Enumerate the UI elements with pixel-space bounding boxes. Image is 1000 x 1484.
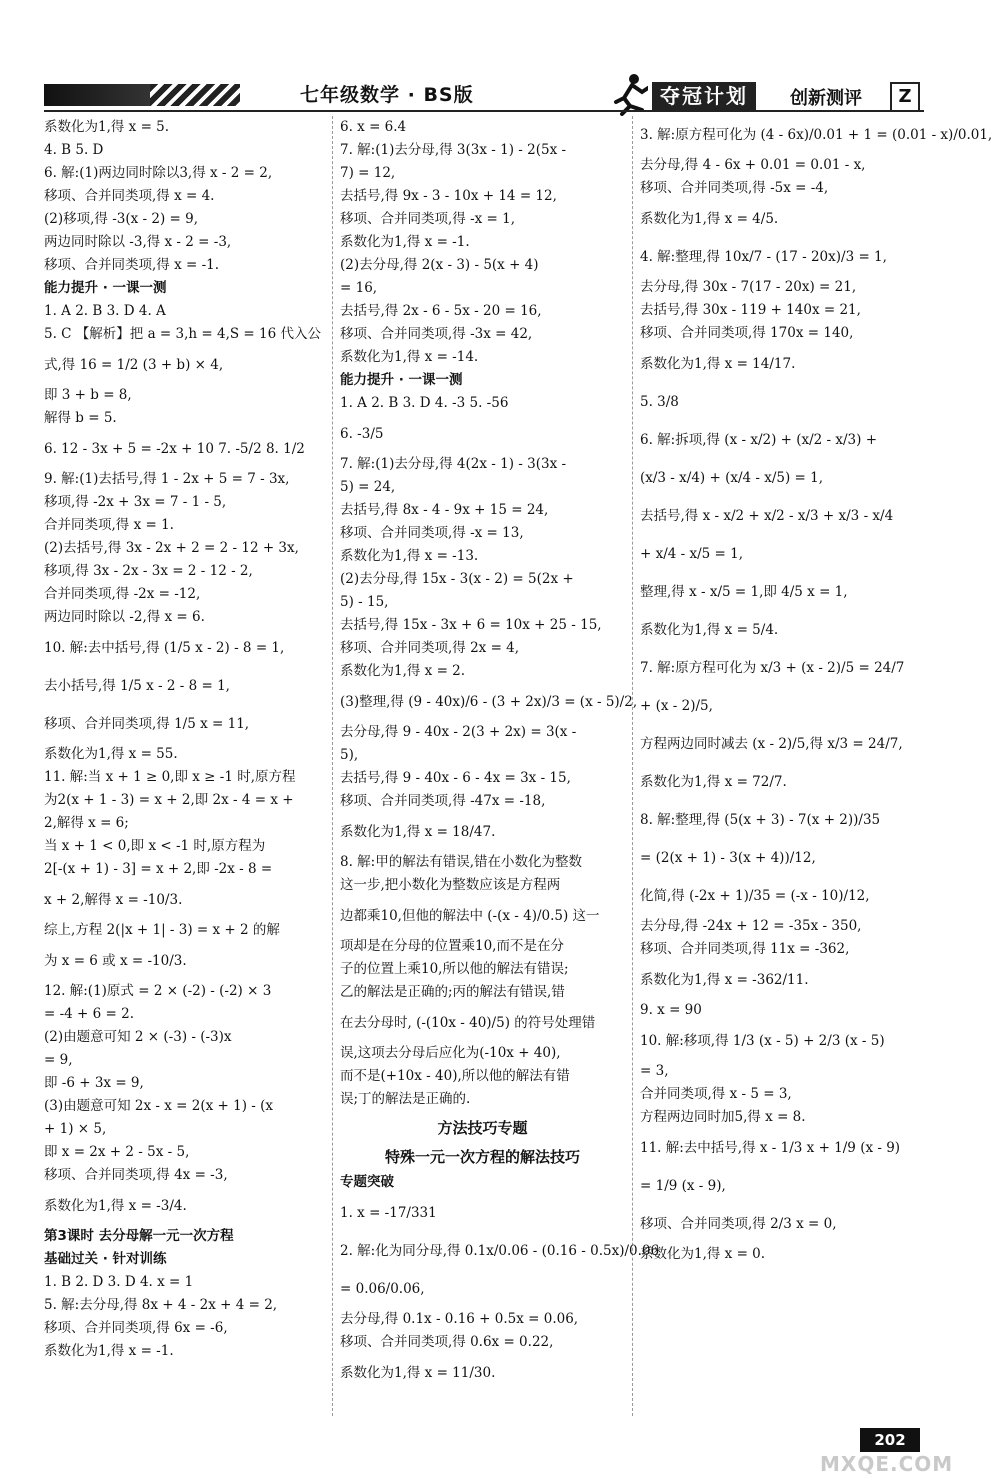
- answer-line: 去分母,得 0.1x - 0.16 + 0.5x = 0.06,: [340, 1311, 579, 1327]
- answer-line: 系数化为1,得 x = -3/4.: [44, 1198, 187, 1214]
- answer-line: 7. 解:(1)去分母,得 3(3x - 1) - 2(5x -: [340, 142, 567, 158]
- answer-line: 移项、合并同类项,得 11x = -362,: [640, 941, 850, 957]
- answer-line: 两边同时除以 -3,得 x - 2 = -3,: [44, 234, 232, 250]
- answer-line: 移项、合并同类项,得 2/3 x = 0,: [640, 1216, 837, 1232]
- answer-line: (2)去分母,得 15x - 3(x - 2) = 5(2x +: [340, 571, 574, 587]
- answer-line: 7) = 12,: [340, 165, 396, 181]
- answer-line: = 3,: [640, 1063, 669, 1079]
- answer-column-3: [640, 116, 993, 1266]
- answer-line: 去括号,得 9x - 3 - 10x + 14 = 12,: [340, 188, 557, 204]
- answer-line: 去分母,得 4 - 6x + 0.01 = 0.01 - x,: [640, 157, 866, 173]
- answer-line: (2)移项,得 -3(x - 2) = 9,: [44, 211, 199, 227]
- column-divider: [332, 116, 334, 1416]
- answer-line: = -4 + 6 = 2.: [44, 1006, 135, 1022]
- answer-line: 移项、合并同类项,得 4x = -3,: [44, 1167, 228, 1183]
- answer-line: = 0.06/0.06,: [340, 1281, 425, 1297]
- answer-line: 10. 解:移项,得 1/3 (x - 5) + 2/3 (x - 5): [640, 1033, 885, 1049]
- answer-line: 4. 解:整理,得 10x/7 - (17 - 20x)/3 = 1,: [640, 249, 887, 265]
- answer-line: 方程两边同时加5,得 x = 8.: [640, 1109, 806, 1125]
- answer-line: (2)去括号,得 3x - 2x + 2 = 2 - 12 + 3x,: [44, 540, 299, 556]
- answer-line: 误,这项去分母后应化为(-10x + 40),: [340, 1045, 561, 1061]
- answer-line: (2)由题意可知 2 × (-3) - (-3)x: [44, 1029, 232, 1045]
- answer-line: 移项、合并同类项,得 -47x = -18,: [340, 793, 546, 809]
- answer-line: 去括号,得 9 - 40x - 6 - 4x = 3x - 15,: [340, 770, 571, 786]
- answer-line: 去括号,得 x - x/2 + x/2 - x/3 + x/3 - x/4: [640, 508, 894, 524]
- answer-line: 即 3 + b = 8,: [44, 387, 132, 403]
- answer-line: 为 x = 6 或 x = -10/3.: [44, 953, 187, 969]
- answer-line: 1. A 2. B 3. D 4. A: [44, 303, 166, 319]
- answer-line: 系数化为1,得 x = 14/17.: [640, 356, 796, 372]
- answer-line: x + 2,解得 x = -10/3.: [44, 892, 183, 908]
- answer-line: 4. B 5. D: [44, 142, 104, 158]
- answer-line: 移项,得 3x - 2x - 3x = 2 - 12 - 2,: [44, 563, 253, 579]
- answer-line: 去括号,得 2x - 6 - 5x - 20 = 16,: [340, 303, 542, 319]
- answer-line: 去小括号,得 1/5 x - 2 - 8 = 1,: [44, 678, 230, 694]
- answer-line: 移项、合并同类项,得 x = 4.: [44, 188, 215, 204]
- answer-line: + 1) × 5,: [44, 1121, 107, 1137]
- answer-line: + x/4 - x/5 = 1,: [640, 546, 744, 562]
- answer-line: 综上,方程 2(|x + 1| - 3) = x + 2 的解: [44, 922, 280, 938]
- answer-line: 7. 解:(1)去分母,得 4(2x - 1) - 3(3x -: [340, 456, 567, 472]
- answer-line: 系数化为1,得 x = 11/30.: [340, 1365, 496, 1381]
- header-rule: [44, 110, 924, 112]
- answer-line: 系数化为1,得 x = 2.: [340, 663, 466, 679]
- answer-line: = 9,: [44, 1052, 73, 1068]
- answer-line: 系数化为1,得 x = 5.: [44, 119, 170, 135]
- answer-line: 2,解得 x = 6;: [44, 815, 129, 831]
- answer-line: 特殊一元一次方程的解法技巧: [384, 1148, 580, 1166]
- answer-line: 8. 解:甲的解法有错误,错在小数化为整数: [340, 854, 583, 870]
- answer-line: 5. 解:去分母,得 8x + 4 - 2x + 4 = 2,: [44, 1297, 278, 1313]
- answer-line: 能力提升 · 一课一测: [44, 280, 167, 296]
- answer-line: 去分母,得 -24x + 12 = -35x - 350,: [640, 918, 862, 934]
- answer-line: 合并同类项,得 x = 1.: [44, 517, 174, 533]
- answer-line: 去括号,得 8x - 4 - 9x + 15 = 24,: [340, 502, 549, 518]
- answer-line: 1. B 2. D 3. D 4. x = 1: [44, 1274, 194, 1290]
- brand-logo: 夺冠计划: [652, 82, 756, 110]
- answer-line: 在去分母时, (-(10x - 40)/5) 的符号处理错: [340, 1015, 596, 1031]
- header-stripes: [150, 84, 240, 106]
- answer-line: (3)由题意可知 2x - x = 2(x + 1) - (x: [44, 1098, 274, 1114]
- answer-line: 第3课时 去分母解一元一次方程: [44, 1228, 234, 1244]
- answer-line: 5) = 24,: [340, 479, 396, 495]
- answer-line: 1. x = -17/331: [340, 1205, 437, 1221]
- answer-line: 系数化为1,得 x = -362/11.: [640, 972, 809, 988]
- watermark: MXQE.COM: [820, 1452, 954, 1476]
- answer-line: 为2(x + 1 - 3) = x + 2,即 2x - 4 = x +: [44, 792, 294, 808]
- answer-line: 子的位置上乘10,所以他的解法有错误;: [340, 961, 569, 977]
- answer-line: 移项、合并同类项,得 1/5 x = 11,: [44, 716, 250, 732]
- answer-line: 即 -6 + 3x = 9,: [44, 1075, 144, 1091]
- answer-line: 去括号,得 30x - 119 + 140x = 21,: [640, 302, 861, 318]
- answer-line: 方程两边同时减去 (x - 2)/5,得 x/3 = 24/7,: [640, 736, 903, 752]
- answer-line: 6. 解:拆项,得 (x - x/2) + (x/2 - x/3) +: [640, 432, 878, 448]
- answer-line: 合并同类项,得 -2x = -12,: [44, 586, 201, 602]
- answer-line: 去分母,得 9 - 40x - 2(3 + 2x) = 3(x -: [340, 724, 577, 740]
- answer-line: = 1/9 (x - 9),: [640, 1178, 726, 1194]
- answer-line: 移项、合并同类项,得 170x = 140,: [640, 325, 854, 341]
- answer-line: 专题突破: [340, 1174, 394, 1190]
- answer-line: 方法技巧专题: [437, 1119, 528, 1137]
- answer-line: 两边同时除以 -2,得 x = 6.: [44, 609, 205, 625]
- answer-line: 边都乘10,但他的解法中 (-(x - 4)/0.5) 这一: [340, 908, 600, 924]
- column-divider: [632, 116, 634, 1416]
- answer-line: 3. 解:原方程可化为 (4 - 6x)/0.01 + 1 = (0.01 - x)/0.01,: [640, 127, 993, 143]
- page-header: [0, 0, 1000, 130]
- answer-line: 系数化为1,得 x = -13.: [340, 548, 479, 564]
- answer-line: 乙的解法是正确的;丙的解法有错误,错: [340, 984, 565, 1000]
- answer-line: 5) - 15,: [340, 594, 389, 610]
- answer-line: 移项、合并同类项,得 -3x = 42,: [340, 326, 533, 342]
- answer-line: 5. C 【解析】把 a = 3,h = 4,S = 16 代入公: [44, 326, 321, 342]
- answer-line: 基础过关 · 针对训练: [44, 1251, 167, 1267]
- answer-line: 1. A 2. B 3. D 4. -3 5. -56: [340, 395, 509, 411]
- answer-line: 系数化为1,得 x = 4/5.: [640, 211, 779, 227]
- answer-line: 误;丁的解法是正确的.: [340, 1091, 471, 1107]
- answer-line: 9. 解:(1)去括号,得 1 - 2x + 5 = 7 - 3x,: [44, 471, 290, 487]
- answer-line: 11. 解:去中括号,得 x - 1/3 x + 1/9 (x - 9): [640, 1140, 901, 1156]
- answer-line: (3)整理,得 (9 - 40x)/6 - (3 + 2x)/3 = (x - 5)/2,: [340, 694, 638, 710]
- answer-line: (x/3 - x/4) + (x/4 - x/5) = 1,: [640, 470, 824, 486]
- answer-line: 11. 解:当 x + 1 ≥ 0,即 x ≥ -1 时,原方程: [44, 769, 296, 785]
- answer-line: 7. 解:原方程可化为 x/3 + (x - 2)/5 = 24/7: [640, 660, 905, 676]
- answer-line: 2[-(x + 1) - 3] = x + 2,即 -2x - 8 =: [44, 861, 273, 877]
- answer-line: 系数化为1,得 x = -1.: [340, 234, 470, 250]
- answer-line: 移项、合并同类项,得 -5x = -4,: [640, 180, 829, 196]
- answer-line: 系数化为1,得 x = 5/4.: [640, 622, 779, 638]
- answer-line: 系数化为1,得 x = 0.: [640, 1246, 766, 1262]
- answer-line: 移项、合并同类项,得 6x = -6,: [44, 1320, 228, 1336]
- answer-line: + (x - 2)/5,: [640, 698, 713, 714]
- answer-line: 2. 解:化为同分母,得 0.1x/0.06 - (0.16 - 0.5x)/0.06: [340, 1243, 660, 1259]
- answer-line: 解得 b = 5.: [44, 410, 117, 426]
- answer-line: 去分母,得 30x - 7(17 - 20x) = 21,: [640, 279, 857, 295]
- edition-badge: Z: [890, 82, 920, 112]
- answer-line: 移项、合并同类项,得 2x = 4,: [340, 640, 520, 656]
- answer-line: 8. 解:整理,得 (5(x + 3) - 7(x + 2))/35: [640, 812, 881, 828]
- answer-line: 6. 12 - 3x + 5 = -2x + 10 7. -5/2 8. 1/2: [44, 441, 305, 457]
- answer-line: 化简,得 (-2x + 1)/35 = (-x - 10)/12,: [640, 888, 870, 904]
- answer-line: 6. 解:(1)两边同时除以3,得 x - 2 = 2,: [44, 165, 273, 181]
- answer-line: 去括号,得 15x - 3x + 6 = 10x + 25 - 15,: [340, 617, 602, 633]
- answer-line: 移项、合并同类项,得 -x = 1,: [340, 211, 516, 227]
- answer-line: 这一步,把小数化为整数应该是方程两: [340, 877, 561, 893]
- answer-line: 项却是在分母的位置乘10,而不是在分: [340, 938, 564, 954]
- answer-line: 系数化为1,得 x = 72/7.: [640, 774, 787, 790]
- page-number: 202: [860, 1428, 920, 1452]
- answer-line: = 16,: [340, 280, 378, 296]
- page-title: 七年级数学 · BS版: [300, 84, 474, 106]
- answer-line: 10. 解:去中括号,得 (1/5 x - 2) - 8 = 1,: [44, 640, 285, 656]
- brand-subtitle: 创新测评: [790, 88, 862, 109]
- answer-line: (2)去分母,得 2(x - 3) - 5(x + 4): [340, 257, 539, 273]
- answer-line: 6. -3/5: [340, 426, 384, 442]
- answer-line: 即 x = 2x + 2 - 5x - 5,: [44, 1144, 190, 1160]
- answer-line: 整理,得 x - x/5 = 1,即 4/5 x = 1,: [640, 584, 848, 600]
- answer-line: 移项、合并同类项,得 0.6x = 0.22,: [340, 1334, 554, 1350]
- answer-line: 移项、合并同类项,得 x = -1.: [44, 257, 220, 273]
- answer-line: 5. 3/8: [640, 394, 679, 410]
- answer-line: 而不是(+10x - 40),所以他的解法有错: [340, 1068, 570, 1084]
- answer-line: 能力提升 · 一课一测: [340, 372, 463, 388]
- answer-line: 系数化为1,得 x = 18/47.: [340, 824, 496, 840]
- answer-line: 5),: [340, 747, 359, 763]
- answer-line: 当 x + 1 < 0,即 x < -1 时,原方程为: [44, 838, 266, 854]
- answer-line: 9. x = 90: [640, 1002, 702, 1018]
- answer-line: 移项,得 -2x + 3x = 7 - 1 - 5,: [44, 494, 227, 510]
- answer-line: 6. x = 6.4: [340, 119, 407, 135]
- answer-line: 系数化为1,得 x = 55.: [44, 746, 178, 762]
- answer-line: 合并同类项,得 x - 5 = 3,: [640, 1086, 792, 1102]
- answer-line: 移项、合并同类项,得 -x = 13,: [340, 525, 524, 541]
- answer-column-1: [44, 116, 324, 1363]
- answer-line: 式,得 16 = 1/2 (3 + b) × 4,: [44, 357, 224, 373]
- answer-line: 12. 解:(1)原式 = 2 × (-2) - (-2) × 3: [44, 983, 272, 999]
- answer-line: 系数化为1,得 x = -1.: [44, 1343, 174, 1359]
- answer-line: = (2(x + 1) - 3(x + 4))/12,: [640, 850, 816, 866]
- answer-line: 系数化为1,得 x = -14.: [340, 349, 479, 365]
